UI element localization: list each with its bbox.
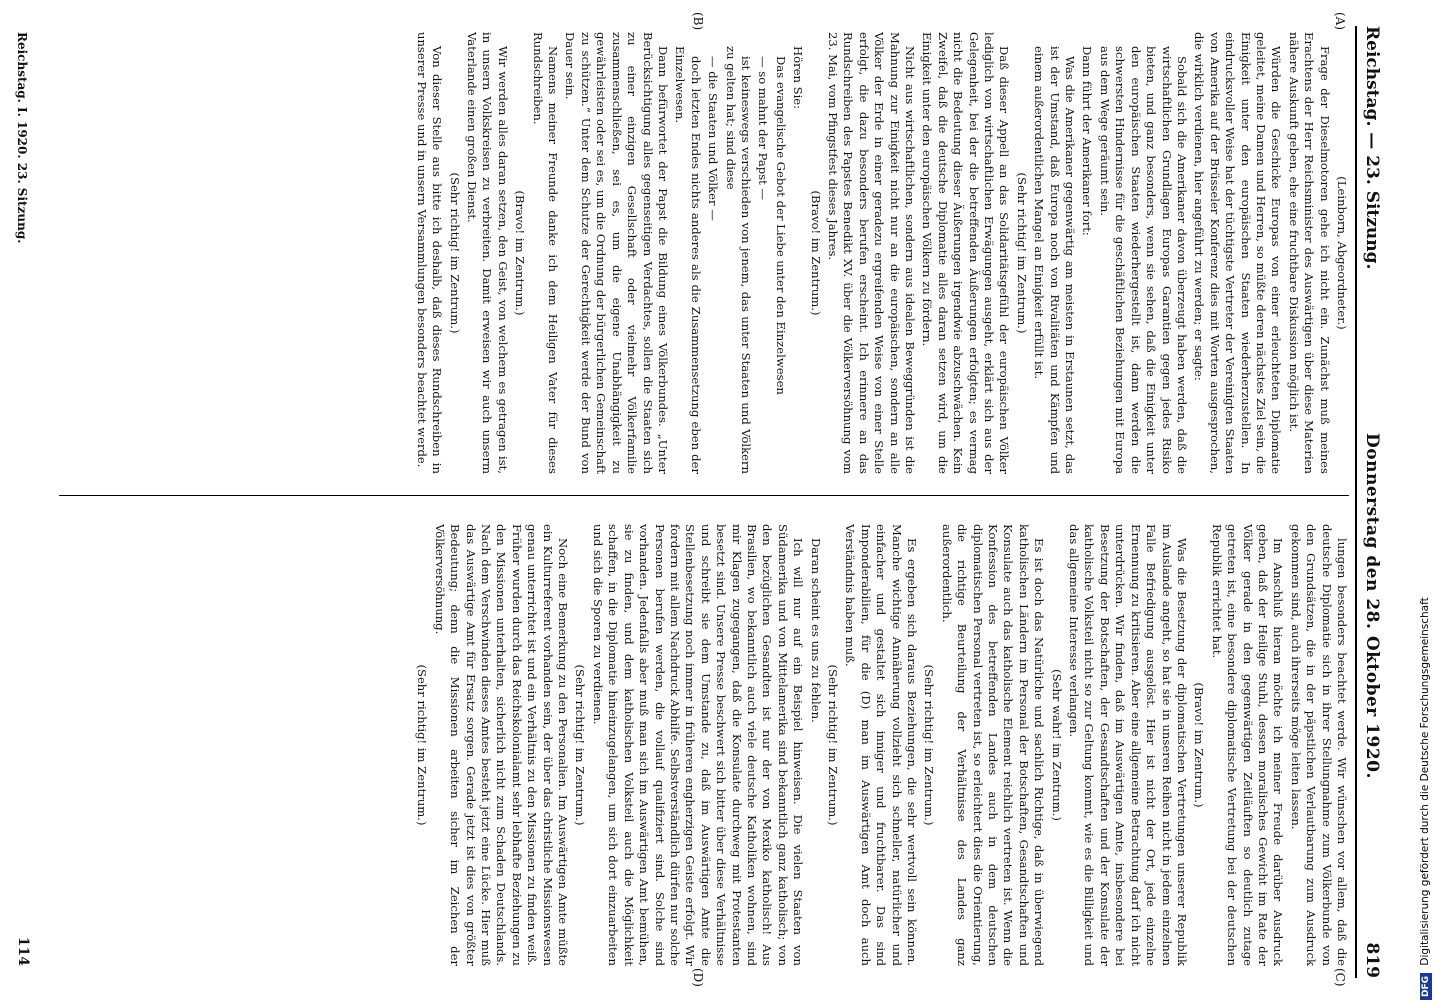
- left-interjection: (Sehr richtig! im Zentrum.): [1014, 172, 1029, 334]
- column-divider: [59, 495, 1349, 496]
- left-interjection: (Bravo! im Zentrum.): [808, 190, 823, 316]
- left-quotation: — so mahnt der Papst —: [756, 56, 771, 201]
- left-paragraph: Von dieser Stelle aus bitte ich deshalb, daß dieses Rundschreiben in unserer Presse und in unsern Versammlungen besonders beachtet werde.: [414, 32, 445, 474]
- margin-mark-a: (A): [1333, 12, 1347, 31]
- digitization-note: [1419, 10, 1432, 1000]
- left-paragraph: Hören Sie:: [791, 46, 806, 110]
- header-page-number: 819: [1362, 942, 1382, 978]
- left-paragraph: Wir werden alles daran setzen, den Geist, von welchem es getragen ist, in unsern Volkskreisen zu verbreiten. Damit erweisen wir auch unserm Vaterlande einen großen Dienst.: [465, 32, 510, 474]
- right-interjection: (Sehr wahr! im Zentrum.): [1049, 669, 1064, 821]
- left-quotation: Sobald sich die Amerikaner davon überzeugt haben werden, daß die wirtschaftlichen Grundlagen Europas Garantien gegen jedes Risiko bieten, und ganz besonders, wenn sie sehen, daß die Einigkeit unter den europäischen Staaten wiederhergestellt ist, dann werden die schwersten Hindernisse für die geschäftlichen Beziehungen mit Europa aus dem Wege geräumt sein.: [1097, 46, 1189, 474]
- right-paragraph: Noch eine Bemerkung zu den Personalien. Im Auswärtigen Amte müßte ein Kulturreferent vorhanden sein, der über das christliche Missionswesen genau unterrichtet ist und ein Verhältnis zu den Missionen zu finden weiß. Früher wurden durch das Reichskolonialamt sehr lebhafte Beziehungen zu den Missionen unterhalten, sicherlich nicht zum Schaden Deutschlands. Nach dem Verschwinden dieses Amtes besteht jetzt eine Lücke. Hier muß das Auswärtige Amt für Ersatz sorgen. Gerade jetzt ist dies von größter Bedeutung; denn die Missionen arbeiten sicher im Zeichen der Völkerversöhnung.: [432, 524, 571, 966]
- page-header: [1355, 26, 1387, 978]
- left-quotation: doch letzten Endes nichts anderes als die Zusammensetzung eben der Einzelwesen.: [673, 46, 703, 474]
- left-quotation: Das evangelische Gebot der Liebe unter den Einzelwesen: [773, 56, 788, 395]
- left-paragraph: Dann befürwortet der Papst die Bildung eines Völkerbundes. „Unter Berücksichtigung alles gegenseitigen Verdachtes, sollen die Staaten sich zu einer einzigen Gesellschaft oder vielmehr Völkerfamilie zusammenschließen, sei es, um die eigene Unabhängigkeit zu gewährleisten oder sei es, um die Ordnung der bürgerlichen Gemeinschaft zu schützen.“ Unter dem Schutze der Gerechtigkeit werde der Bund von Dauer sein.: [563, 32, 670, 474]
- digitization-text: Digitalisierung gefördert durch die Deutsche Forschungsgemeinschaft: [1419, 597, 1431, 966]
- header-left: Reichstag. — 23. Sitzung.: [1362, 26, 1382, 270]
- right-interjection: (Sehr richtig! im Zentrum.): [826, 664, 840, 826]
- dfg-logo: DFG: [1420, 973, 1432, 1000]
- left-quotation: Was die Amerikaner gegenwärtig am meisten in Erstaunen setzt, das ist der Umstand, daß Europa noch von Rivalitäten und Kämpfen und einem außerordentlichen Mangel an Einigkeit erfüllt ist.: [1032, 46, 1078, 474]
- left-speaker-name: (Leinborn, Abgeordneter.): [1335, 176, 1349, 330]
- footer-page-number: 114: [15, 936, 31, 966]
- right-paragraph: Daran scheint es uns zu fehlen.: [808, 538, 823, 723]
- footer-reference: Reichstag. I. 1920. 23. Sitzung.: [15, 32, 29, 244]
- right-interjection: (Sehr richtig! im Zentrum.): [415, 664, 430, 826]
- left-paragraph: Würden die Geschicke Europas von einer erleuchteten Diplomatie geleitet, meine Damen und Herren, so müßte deren nächstes Ziel sein, die Einigkeit unter den europäischen Staaten wiederherzustellen. In eindrucksvoller Weise hat der tüchtigste Vertreter der Vereinigten Staaten von Amerika auf der Brüsseler Konferenz dies mit Worten ausgesprochen, die wirklich verdienen, hier angeführt zu werden; er sagte:: [1192, 32, 1284, 474]
- margin-mark-c: (C): [1333, 968, 1347, 987]
- right-paragraph: lungen besonders beachtet werde. Wir wünschen vor allem, daß die deutsche Diplomatie sich in ihrer Stellungnahme zum Völkerbunde von den Grundsätzen, die in der päpstlichen Verlautbarung zum Ausdruck gekommen sind, auch ihrerseits möge leiten lassen.: [1288, 524, 1349, 966]
- left-quotation: — die Staaten und Völker —: [706, 56, 721, 221]
- right-column: [59, 524, 1349, 966]
- left-paragraph: Nicht aus wirtschaftlichen, sondern aus idealen Beweggründen ist die Mahnung zur Einigkeit nicht nur an die europäischen, sondern an alle Völker der Erde in einer geradezu ergreifenden Weise von einer Stelle erfolgt, die dazu besonders berufen erscheint. Ich erinnere an das Rundschreiben des Papstes Benedikt XV. über die Völkerversöhnung vom 23. Mai, vom Pfingstfest dieses Jahres.: [826, 32, 918, 474]
- header-date: Donnerstag den 28. Oktober 1920.: [1362, 433, 1382, 779]
- margin-mark-b: (B): [691, 12, 705, 31]
- right-interjection: (Sehr richtig! im Zentrum.): [573, 664, 588, 826]
- right-interjection: (Sehr richtig! im Zentrum.): [922, 664, 937, 826]
- right-paragraph: Ich will nur auf ein Beispiel hinweisen. Die vielen Staaten von Südamerika und von Mittelamerika sind bekanntlich ganz katholisch; von den bezüglichen Gesandten ist nur der von Mexiko katholisch! Aus Brasilien, wo bekanntlich auch viele deutsche Katholiken wohnen, sind mir Klagen zugegangen, daß die Konsulate durchweg mit Protestanten besetzt sind. Unsere Presse beschwert sich bitter über diese Verhältnisse und schreibt sie dem Umstande zu, daß im Auswärtigen Amte die Stellenbesetzung noch immer in früheren engherzigen Geiste erfolgt. Wir fordern mit allem Nachdruck Abhilfe. Selbstverständlich dürfen nur solche Personen berufen werden, die vollauf qualifiziert sind. Solche sind vorhanden. Jedenfalls aber muß man sich im Auswärtigen Amt bemühen, sie zu finden, und dem katholischen Volksteil auch die Möglichkeit schaffen, in die Diplomatie hineinzugelangen, um sich dort einzuarbeiten und sich die Sporen zu verdienen.: [590, 524, 806, 966]
- right-paragraph: Im Anschluß hieran möchte ich meiner Freude darüber Ausdruck geben, daß der Heilige Stuhl, dessen moralisches Gewicht im Rate der Völker gerade in den gegenwärtigen Zeitläuften so deutlich zutage getreten ist, eine besondere diplomatische Vertretung bei der deutschen Republik errichtet hat.: [1209, 524, 1286, 966]
- left-paragraph: Daß dieser Appell an das Solidaritätsgefühl der europäischen Völker lediglich von wirtschaftlichen Erwägungen ausgeht, erklärt sich aus der Gelegenheit, bei der die betreffenden Äußerungen erfolgten; es vermag nicht die Bedeutung dieser Äußerungen irgendwie abzuschwächen. Kein Zweifel, daß die deutsche Diplomatie alles daran setzen wird, um die Einigkeit unter den europäischen Völkern zu fördern.: [920, 32, 1012, 474]
- left-quotation: ist keineswegs verschieden von jenem, das unter Staaten und Völkern zu gelten hat; sind diese: [723, 46, 753, 474]
- left-interjection: (Bravo! im Zentrum.): [513, 190, 528, 316]
- margin-mark-d: (D): [691, 968, 705, 987]
- right-paragraph: Es ergeben sich daraus Beziehungen, die sehr wertvoll sein können. Manche wichtige Annäherung vollzieht sich schneller, natürlicher und einfacher und gestaltet sich inniger und fruchtbarer. Das sind Imponderabilien, für die (D) man im Auswärtigen Amt doch auch Verständnis haben muß.: [843, 524, 920, 966]
- left-paragraph: Frage der Dieselmotoren gehe ich nicht ein. Zunächst muß meines Erachtens der Herr Reichsminister des Auswärtigen über diese Materien nähere Auskunft geben, ehe eine fruchtbare Diskussion möglich ist.: [1286, 32, 1332, 474]
- right-interjection: (Bravo! im Zentrum.): [1192, 682, 1207, 808]
- left-paragraph: Namens meiner Freunde danke ich dem Heiligen Vater für dieses Rundschreiben.: [530, 32, 561, 474]
- left-column: [59, 32, 1349, 474]
- right-paragraph: Es ist doch das Natürliche und sachlich Richtige, daß in überwiegend katholischen Ländern im Personal der Botschaften, Gesandtschaften und Konsulate auch das katholische Element reichlich vertreten ist. Wenn die Konfession des betreffenden Landes auch in dem deutschen diplomatischen Personal vertreten ist, so erleichtert dies die Orientierung, die richtige Beurteilung der Verhältnisse des Landes ganz außerordentlich.: [939, 524, 1047, 966]
- rotated-page: [5, 6, 1395, 996]
- left-interjection: (Sehr richtig! im Zentrum.): [447, 172, 462, 334]
- left-paragraph: Dann führt der Amerikaner fort:: [1080, 46, 1095, 236]
- right-paragraph: Was die Besetzung der diplomatischen Vertretungen unserer Republik im Auslande angeht, so hat sie in unseren Reihen nicht in jedem einzelnen Falle Befriedigung ausgelöst. Hier ist nicht der Ort, jede einzelne Ernennung zu kritisieren. Aber eine allgemeine Betrachtung darf ich nicht unterdrücken. Wir finden, daß im Auswärtigen Amte, insbesondere bei Besetzung der Botschaften, der Gesandtschaften und der Konsulate der katholische Volksteil nicht so zur Geltung kommt, wie es die Billigkeit und das allgemeine Interesse verlangen.: [1067, 524, 1189, 966]
